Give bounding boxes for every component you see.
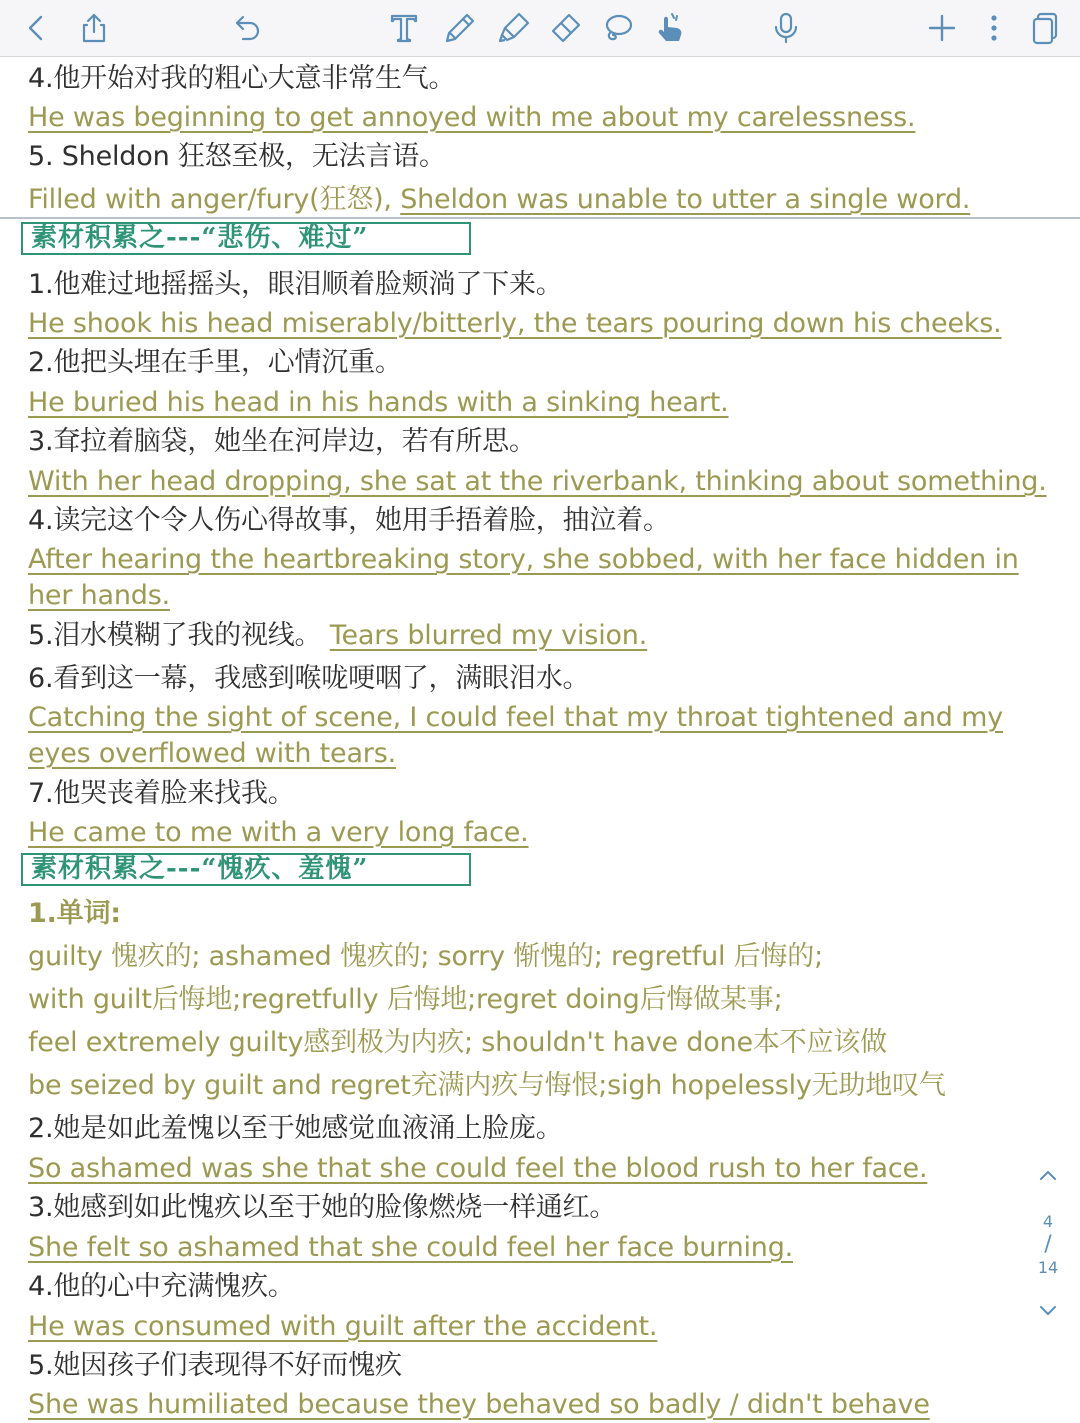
pages-icon[interactable]: [1022, 6, 1066, 50]
share-icon[interactable]: [72, 6, 116, 50]
pen-icon[interactable]: [438, 6, 482, 50]
chinese-sentence: 5. Sheldon 狂怒至极，无法言语。: [28, 141, 446, 172]
vocab-line: guilty 愧疚的; ashamed 愧疚的; sorry 惭愧的; regretful 后悔的;: [28, 941, 823, 972]
english-sentence: He was beginning to get annoyed with me about my carelessness.: [28, 102, 916, 133]
chinese-phrase: 5.泪水模糊了我的视线。: [28, 620, 330, 651]
mixed-sentence: [28, 618, 647, 654]
chevron-down-icon: [1037, 1300, 1059, 1322]
page-down-button[interactable]: [1028, 1300, 1068, 1326]
vocab-line: be seized by guilt and regret充满内疚与悔恨;sigh hopelessly无助地叹气: [28, 1070, 946, 1101]
undo-icon[interactable]: [226, 6, 270, 50]
english-phrase-underlined: Tears blurred my vision.: [329, 620, 648, 651]
section-header-sadness: 素材积累之---“悲伤、难过”: [21, 222, 471, 255]
note-page[interactable]: [0, 57, 1080, 1420]
page-current: 4: [1042, 1212, 1054, 1231]
chinese-sentence: 6.看到这一幕，我感到喉咙哽咽了，满眼泪水。: [28, 663, 590, 694]
toolbar: [0, 0, 1080, 57]
text-tool-icon[interactable]: [382, 6, 426, 50]
vocab-line: with guilt后悔地;regretfully 后悔地;regret doing后悔做某事;: [28, 984, 783, 1015]
more-icon[interactable]: [972, 6, 1016, 50]
english-sentence: She was humiliated because they behaved so badly / didn't behave: [28, 1389, 930, 1420]
english-sentence: So ashamed was she that she could feel the blood rush to her face.: [28, 1153, 928, 1184]
english-sentence: He came to me with a very long face.: [28, 817, 529, 848]
touch-hand-icon[interactable]: [648, 6, 692, 50]
chinese-sentence: 4.读完这个令人伤心得故事，她用手捂着脸，抽泣着。: [28, 505, 670, 536]
page-total: 14: [1037, 1258, 1059, 1277]
english-sentence: eyes overflowed with tears.: [28, 738, 396, 769]
page-separator: /: [1044, 1232, 1052, 1257]
vocab-line: feel extremely guilty感到极为内疚; shouldn't have done本不应该做: [28, 1027, 887, 1058]
english-sentence: He shook his head miserably/bitterly, the tears pouring down his cheeks.: [28, 308, 1002, 339]
back-chevron-icon[interactable]: [14, 6, 58, 50]
vocab-heading: 1.单词:: [28, 898, 121, 929]
section-header-guilt: 素材积累之---“愧疚、羞愧”: [21, 853, 471, 886]
page-divider: [0, 217, 1080, 219]
english-sentence: He buried his head in his hands with a sinking heart.: [28, 387, 729, 418]
lasso-icon[interactable]: [596, 6, 640, 50]
english-sentence: After hearing the heartbreaking story, she sobbed, with her face hidden in: [28, 544, 1019, 575]
english-phrase: Filled with anger/fury(狂怒),: [28, 184, 401, 215]
chinese-sentence: 4.他开始对我的粗心大意非常生气。: [28, 63, 456, 94]
english-sentence: Catching the sight of scene, I could feel that my throat tightened and my: [28, 702, 1003, 733]
english-sentence: [28, 182, 970, 218]
highlighter-icon[interactable]: [492, 6, 536, 50]
chinese-sentence: 5.她因孩子们表现得不好而愧疚: [28, 1350, 402, 1381]
english-sentence: She felt so ashamed that she could feel her face burning.: [28, 1232, 794, 1263]
chinese-sentence: 3.她感到如此愧疚以至于她的脸像燃烧一样通红。: [28, 1192, 617, 1223]
chinese-sentence: 7.他哭丧着脸来找我。: [28, 778, 295, 809]
english-sentence: He was consumed with guilt after the accident.: [28, 1311, 658, 1342]
eraser-icon[interactable]: [543, 6, 587, 50]
english-phrase-underlined: Sheldon was unable to utter a single word.: [400, 184, 971, 215]
chinese-sentence: 4.他的心中充满愧疚。: [28, 1271, 295, 1302]
chinese-sentence: 1.他难过地摇摇头，眼泪顺着脸颊淌了下来。: [28, 269, 563, 300]
microphone-icon[interactable]: [764, 6, 808, 50]
page-up-button[interactable]: [1028, 1164, 1068, 1190]
add-icon[interactable]: [920, 6, 964, 50]
chinese-sentence: 2.他把头埋在手里，心情沉重。: [28, 347, 402, 378]
chinese-sentence: 3.耷拉着脑袋，她坐在河岸边，若有所思。: [28, 426, 536, 457]
english-sentence: With her head dropping, she sat at the riverbank, thinking about something.: [28, 466, 1047, 497]
chinese-sentence: 2.她是如此羞愧以至于她感觉血液涌上脸庞。: [28, 1113, 563, 1144]
chevron-up-icon: [1037, 1164, 1059, 1186]
english-sentence: her hands.: [28, 580, 170, 611]
